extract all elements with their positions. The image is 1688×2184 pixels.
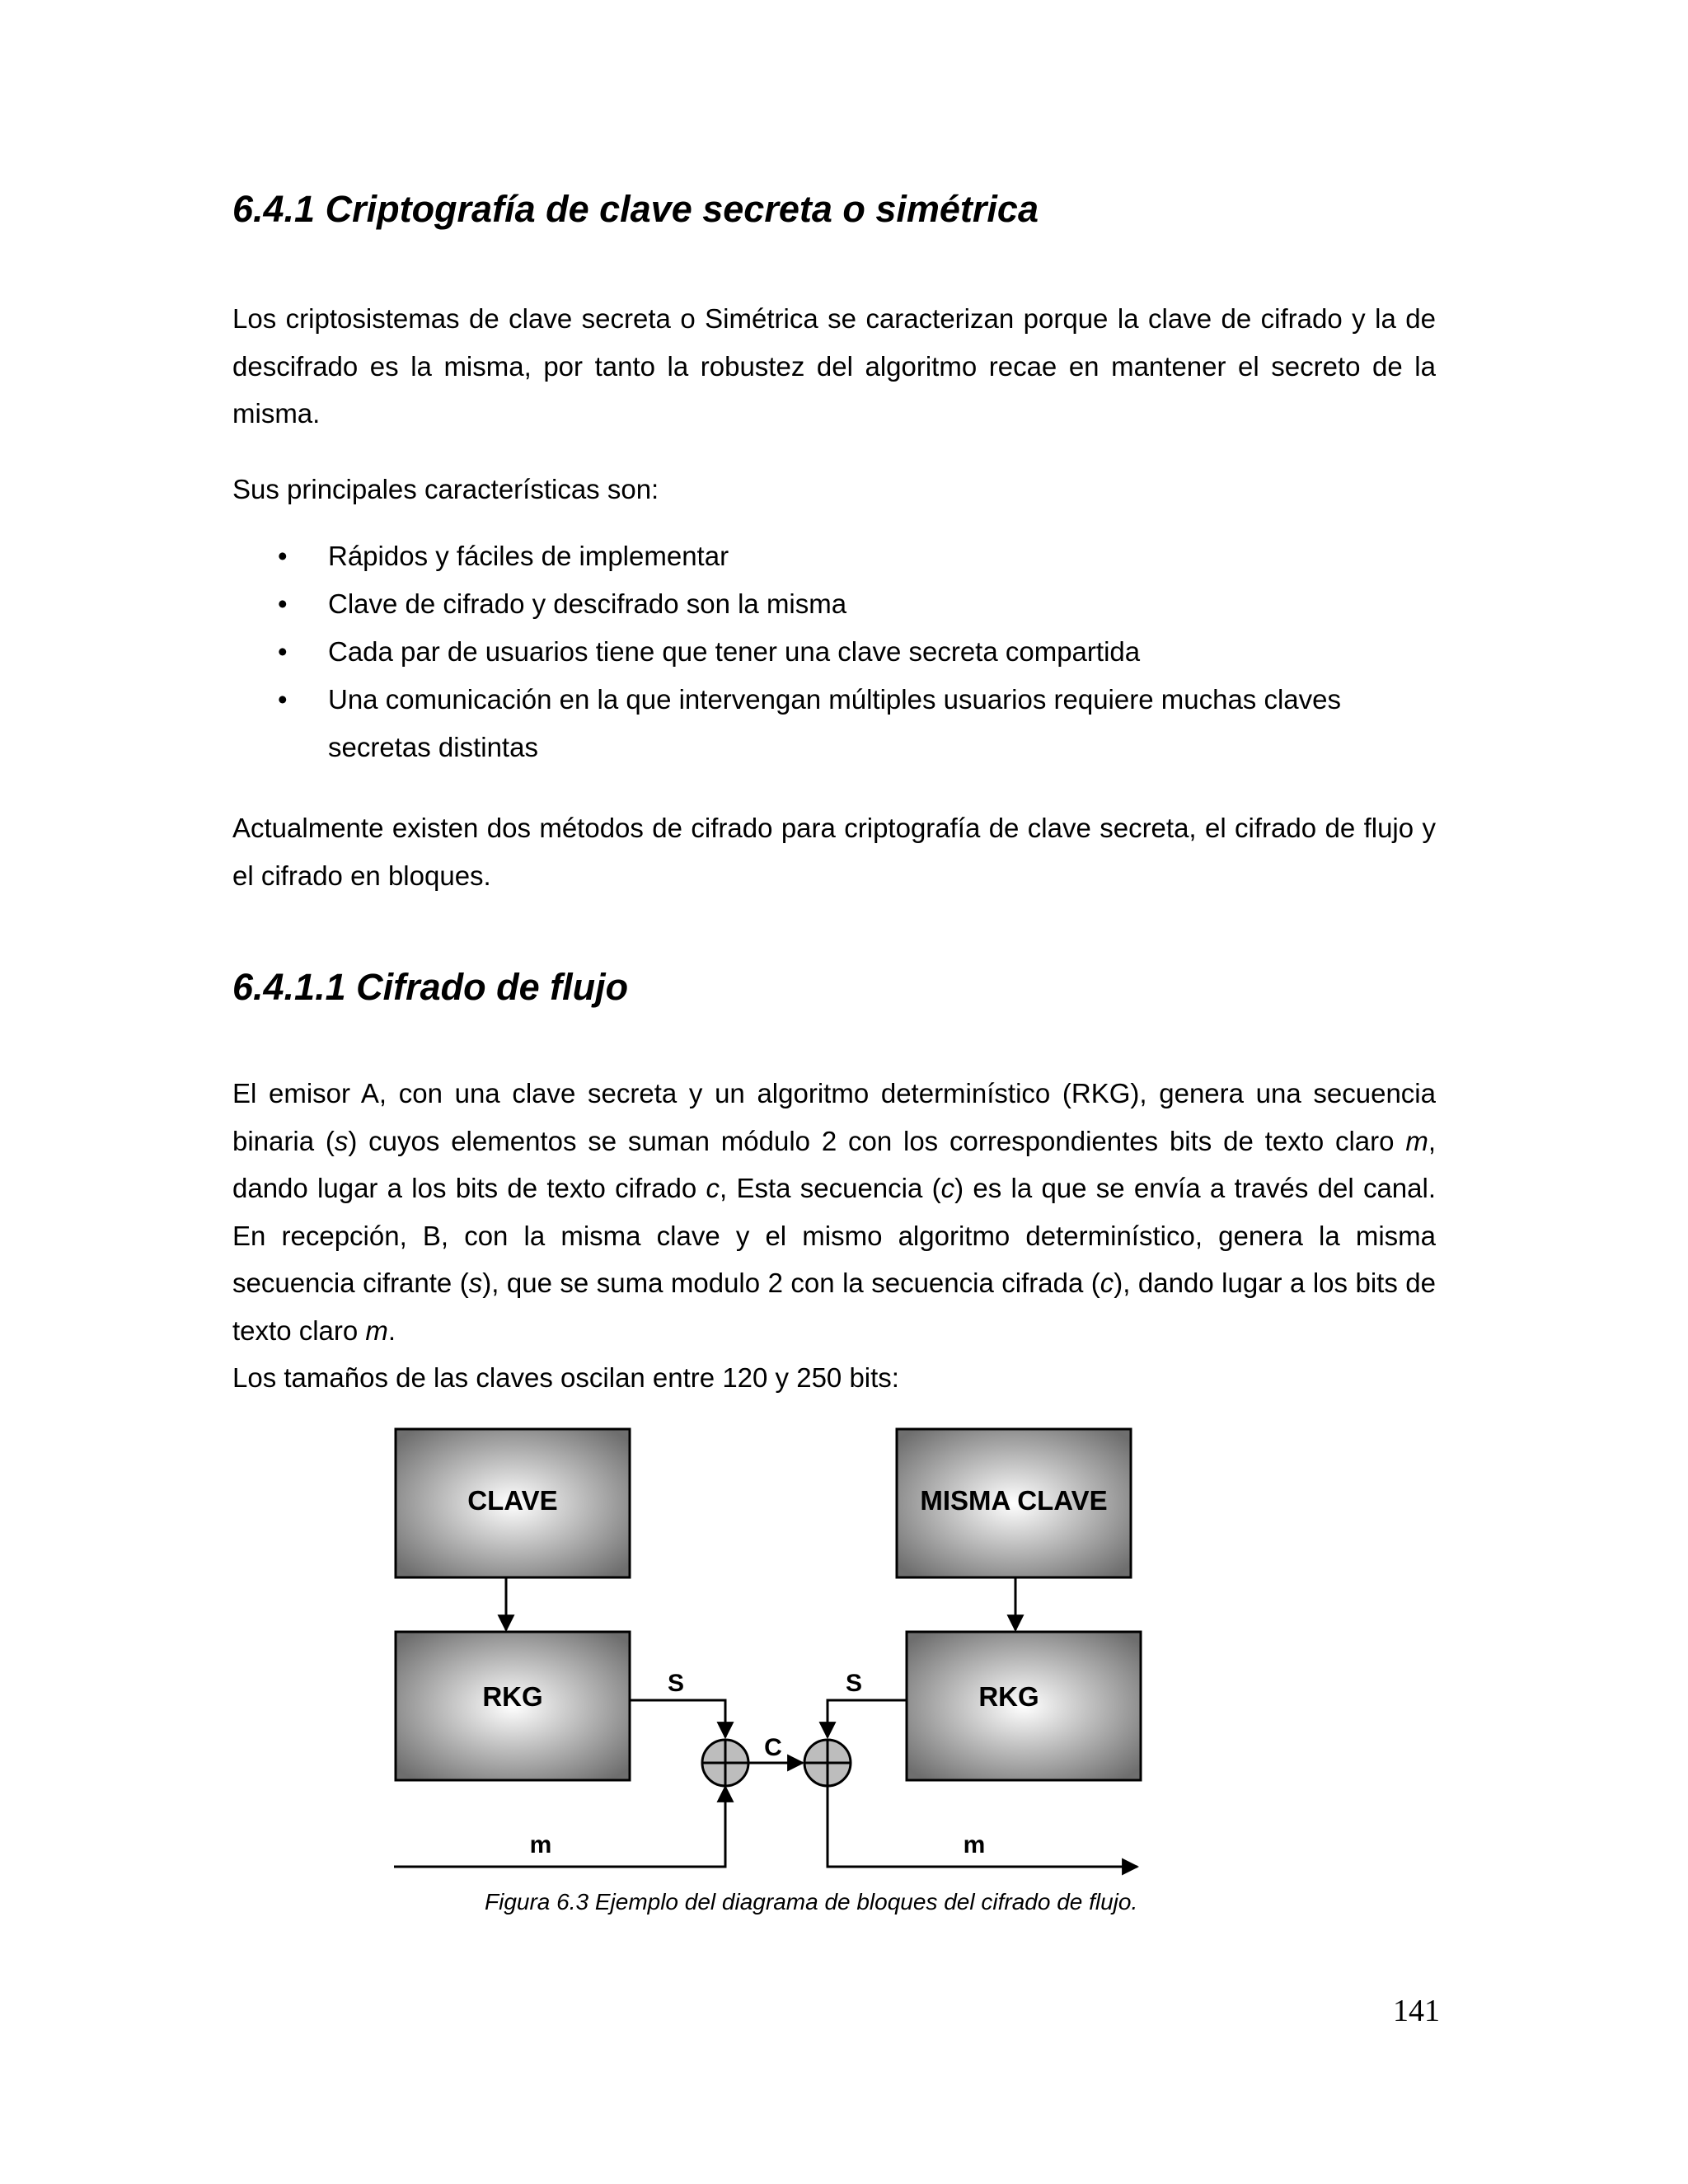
xor-right-icon [804,1740,851,1786]
m-left-label: m [529,1831,552,1858]
methods-paragraph: Actualmente existen dos métodos de cifrado para criptografía de clave secreta, el cifrado de flujo y el cifrado en bloques. [232,813,1436,891]
page-number: 141 [1393,1994,1440,2028]
s-left-line [630,1700,725,1737]
misma-clave-label: MISMA CLAVE [920,1485,1108,1516]
list-item-text: Rápidos y fáciles de implementar [328,541,729,571]
clave-label: CLAVE [467,1485,558,1516]
subsection-heading: 6.4.1.1 Cifrado de flujo [232,966,629,1008]
bullet-icon: • [278,636,288,667]
bullet-icon: • [278,684,288,715]
list-item-text: Una comunicación en la que intervengan múltiples usuarios requiere muchas claves secretas distintas [328,684,1342,762]
s-right-label: S [845,1670,863,1697]
rkg-left-label: RKG [482,1681,543,1712]
xor-left-icon [702,1740,748,1786]
intro-paragraph: Los criptosistemas de clave secreta o Simétrica se caracterizan porque la clave de cifrado y la de descifrado es la misma, por tanto la robustez del algoritmo recae en mantener el secreto de la misma. [232,303,1436,429]
bullet-icon: • [278,541,288,571]
c-label: C [764,1734,782,1761]
s-left-label: S [667,1670,685,1697]
m-right-label: m [963,1831,986,1858]
figure-caption: Figura 6.3 Ejemplo del diagrama de bloques del cifrado de flujo. [485,1889,1138,1915]
features-intro: Sus principales características son: [232,474,659,504]
key-sizes-line: Los tamaños de las claves oscilan entre 120 y 250 bits: [232,1362,899,1393]
m-in-line [394,1787,725,1867]
list-item-text: Clave de cifrado y descifrado son la misma [328,588,847,619]
s-right-line [828,1700,907,1737]
list-item-text: Cada par de usuarios tiene que tener una clave secreta compartida [328,636,1141,667]
section-heading: 6.4.1 Criptografía de clave secreta o simétrica [232,188,1039,230]
rkg-right-label: RKG [978,1681,1039,1712]
stream-paragraph: El emisor A, con una clave secreta y un algoritmo determinístico (RKG), genera una secuencia binaria (s) cuyos elementos se suman módulo 2 con los correspondientes bits de texto claro m, dando lugar a los bits de texto cifrado c, Esta secuencia (c) es la que se envía a través del canal. En recepción, B, con la misma clave y el mismo algoritmo determinístico, genera la misma secuencia cifrante (s), que se suma modulo 2 con la secuencia cifrada (c), dando lugar a los bits de texto claro m. [232,1078,1437,1346]
bullet-icon: • [278,588,288,619]
